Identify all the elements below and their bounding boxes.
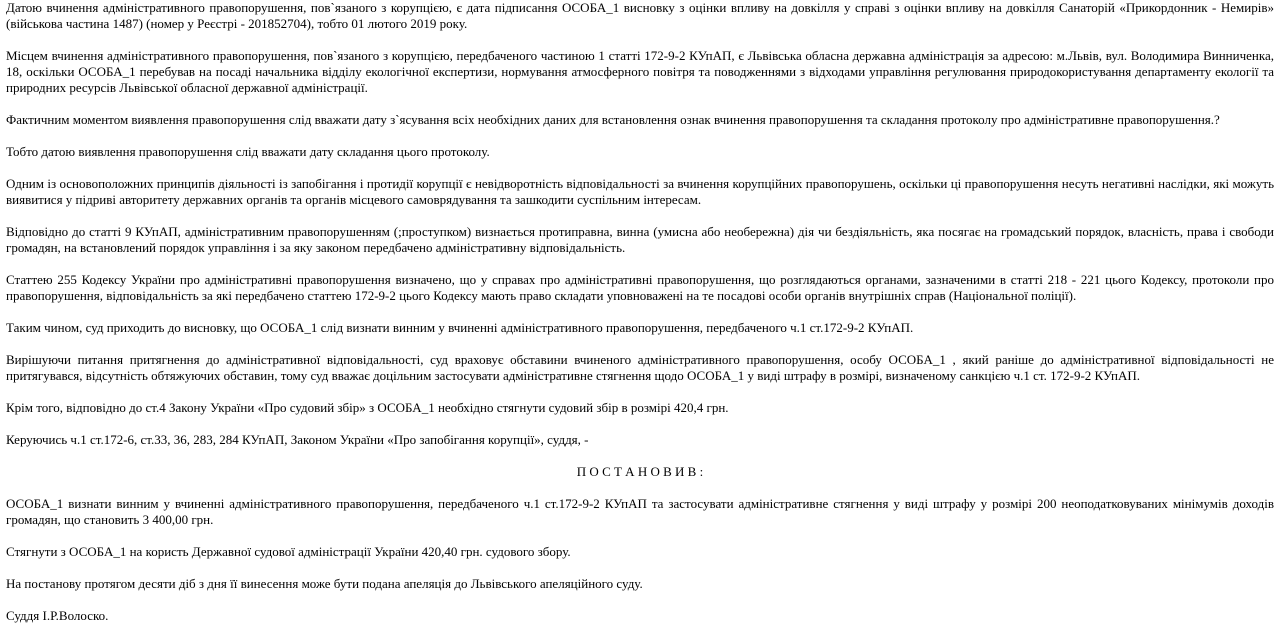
paragraph-guided-by: Керуючись ч.1 ст.172-6, ст.33, 36, 283, 284 КУпАП, Законом України «Про запобігання корупції», суддя, - — [6, 432, 589, 447]
judge-signature: Суддя І.Р.Волоско. — [6, 608, 109, 623]
resolution-item-fee: Стягнути з ОСОБА_1 на користь Державної судової адміністрації України 420,40 грн. судового збору. — [6, 544, 571, 559]
resolution-item-fine: ОСОБА_1 визнати винним у вчиненні адміністративного правопорушення, передбаченого ч.1 ст.172-9-2 КУпАП та застосувати адміністративне стягнення у виді штрафу у розмірі 200 неоподатковуваних мінімумів доходів громадян, що становить 3 400,00 грн. — [6, 496, 1274, 527]
document-body — [6, 0, 1274, 624]
paragraph-detection-date: Тобто датою виявлення правопорушення слід вважати дату складання цього протоколу. — [6, 144, 490, 159]
paragraph-principles: Одним із основоположних принципів діяльності із запобігання і протидії корупції є невідворотність відповідальності за вчинення корупційних правопорушень, оскільки ці правопорушення несуть негативні наслідки, які можуть виявитися у підриві авторитету державних органів та органів місцевого самоврядування та зашкодити суспільним інтересам. — [6, 176, 1274, 207]
paragraph-conclusion: Таким чином, суд приходить до висновку, що ОСОБА_1 слід визнати винним у вчиненні адміністративного правопорушення, передбаченого ч.1 ст.172-9-2 КУпАП. — [6, 320, 914, 335]
paragraph-offense-place: Місцем вчинення адміністративного правопорушення, пов`язаного з корупцією, передбаченого частиною 1 статті 172-9-2 КУпАП, є Львівська обласна державна адміністрація за адресою: м.Львів, вул. Володимира Винниченка, 18, оскільки ОСОБА_1 перебував на посаді начальника відділу екологічної експертизи, нормування атмосферного повітря та поводженнями з відходами управління регулювання природокористування департаменту екології та природних ресурсів Львівської обласної державної адміністрації. — [6, 48, 1274, 95]
paragraph-article-255: Статтею 255 Кодексу України про адміністративні правопорушення визначено, що у справах про адміністративні правопорушення, що розглядаються органами, зазначеними в статті 218 - 221 цього Кодексу, протоколи про правопорушення, відповідальність за які передбачено статтею 172-9-2 цього Кодексу мають право складати уповноважені на те посадові особи органів внутрішніх справ (Національної поліції). — [6, 272, 1274, 303]
resolution-heading: П О С Т А Н О В И В : — [576, 464, 704, 479]
paragraph-court-fee: Крім того, відповідно до ст.4 Закону України «Про судовий збір» з ОСОБА_1 необхідно стягнути судовий збір в розмірі 420,4 грн. — [6, 400, 729, 415]
paragraph-offense-date: Датою вчинення адміністративного правопорушення, пов`язаного з корупцією, є дата підписання ОСОБА_1 висновку з оцінки впливу на довкілля у справі з оцінки впливу на довкілля Санаторій «Прикордонник - Немирів» (військова частина 1487) (номер у Реєстрі - 201852704), тобто 01 лютого 2019 року. — [6, 0, 1274, 31]
paragraph-liability: Вирішуючи питання притягнення до адміністративної відповідальності, суд враховує обставини вчиненого адміністративного правопорушення, особу ОСОБА_1 , який раніше до адміністративної відповідальності не притягувався, відсутність обтяжуючих обставин, тому суд вважає доцільним застосувати адміністративне стягнення щодо ОСОБА_1 у виді штрафу в розмірі, визначеному санкцією ч.1 ст. 172-9-2 КУпАП. — [6, 352, 1274, 383]
resolution-item-appeal: На постанову протягом десяти діб з дня її винесення може бути подана апеляція до Львівського апеляційного суду. — [6, 576, 643, 591]
paragraph-article-9: Відповідно до статті 9 КУпАП, адміністративним правопорушенням (;проступком) визнається протиправна, винна (умисна або необережна) дія чи бездіяльність, яка посягає на громадський порядок, власність, права і свободи громадян, на встановлений порядок управління і за яку законом передбачено адміністративну відповідальність. — [6, 224, 1274, 255]
paragraph-detection-moment: Фактичним моментом виявлення правопорушення слід вважати дату з`ясування всіх необхідних даних для встановлення ознак вчинення правопорушення та складання протоколу про адміністративне правопорушення.? — [6, 112, 1220, 127]
